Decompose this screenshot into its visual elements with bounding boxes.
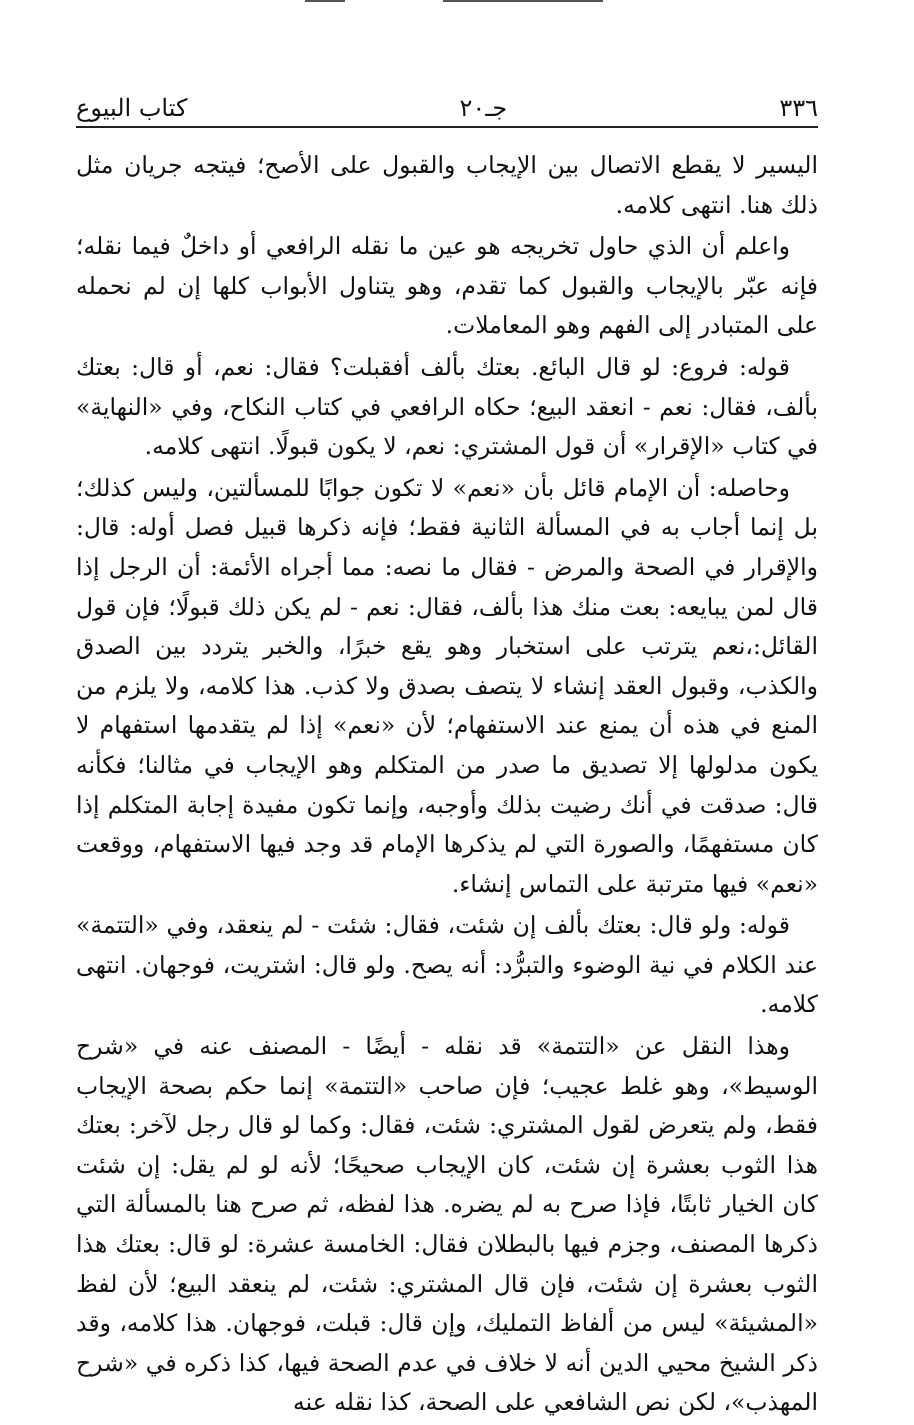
page-body [76,146,818,1425]
paragraph: اليسير لا يقطع الاتصال بين الإيجاب والقبول على الأصح؛ فيتجه جريان مثل ذلك هنا. انتهى كلامه. [76,151,818,219]
paragraph: واعلم أن الذي حاول تخريجه هو عين ما نقله الرافعي أو داخلٌ فيما نقله؛ فإنه عبّر بالإيجاب والقبول كما تقدم، وهو يتناول الأبواب كلها إن لم نحمله على المتبادر إلى الفهم وهو المعاملات. [76,232,818,340]
paragraph: قوله: ولو قال: بعتك بألف إن شئت، فقال: شئت - لم ينعقد، وفي «التتمة» عند الكلام في نية الوضوء والتبرُّد: أنه يصح. ولو قال: اشتريت، فوجهان. انتهى كلامه. [76,911,818,1019]
book-title: كتاب البيوع [76,94,188,122]
volume-label: جـ٢٠ [459,94,508,122]
paragraph: قوله: فروع: لو قال البائع. بعتك بألف أفقبلت؟ فقال: نعم، أو قال: بعتك بألف، فقال: نعم - انعقد البيع؛ حكاه الرافعي في كتاب النكاح، وفي «النهاية» في كتاب «الإقرار» أن قول المشتري: نعم، لا يكون قبولًا. انتهى كلامه. [76,352,818,461]
page-number: ٣٣٦ [779,94,818,122]
paragraph: وحاصله: أن الإمام قائل بأن «نعم» لا تكون جوابًا للمسألتين، وليس كذلك؛ بل إنما أجاب به في المسألة الثانية فقط؛ فإنه ذكرها قبيل فصل أوله: قال: والإقرار في الصحة والمرض - فقال ما نصه: مما أجراه الأئمة: أن الرجل إذا قال لمن يبايعه: بعت منك هذا بألف، فقال: نعم - لم يكن ذلك قبولًا؛ فإن قول القائل:،نعم يترتب على استخبار وهو يقع خبرًا، والخبر يتردد بين الصدق والكذب، وقبول العقد إنشاء لا يتصف بصدق ولا كذب. هذا كلامه، ولا يلزم من المنع في هذه أن يمنع عند الاستفهام؛ لأن «نعم» إذا لم يتقدمها استفهام لا يكون مدلولها إلا تصديق ما صدر من المتكلم وهو الإيجاب في مثالنا؛ فكأنه قال: صدقت في أنك رضيت بذلك وأوجبه، وإنما تكون مفيدة إجابة المتكلم إذا كان مستفهمًا، والصورة التي لم يذكرها الإمام قد وجد فيها الاستفهام، ووقعت «نعم» فيها مترتبة على التماس إنشاء. [76,473,818,898]
top-decorative-rule [305,0,605,3]
paragraph: وهذا النقل عن «التتمة» قد نقله - أيضًا - المصنف عنه في «شرح الوسيط»، وهو غلط عجيب؛ فإن صاحب «التتمة» إنما حكم بصحة الإيجاب فقط، ولم يتعرض لقول المشتري: شئت، فقال: وكما لو قال رجل لآخر: بعتك هذا الثوب بعشرة إن شئت، كان الإيجاب صحيحًا؛ لأنه لو لم يقل: إن شئت كان الخيار ثابتًا، فإذا صرح به لم يضره. هذا لفظه، ثم صرح هنا بالمسألة التي ذكرها المصنف، وجزم فيها بالبطلان فقال: الخامسة عشرة: لو قال: بعتك هذا الثوب بعشرة إن شئت، فإن قال المشتري: شئت، لم ينعقد البيع؛ لأن لفظ «المشيئة» ليس من ألفاظ التمليك، وإن قال: قبلت، فوجهان. هذا كلامه، وقد ذكر الشيخ محيي الدين أنه لا خلاف في عدم الصحة فيها، كذا ذكره في «شرح المهذب»، لكن نص الشافعي على الصحة، كذا نقله عنه [76,1032,818,1417]
header-divider [76,126,818,128]
page-header [76,88,818,128]
